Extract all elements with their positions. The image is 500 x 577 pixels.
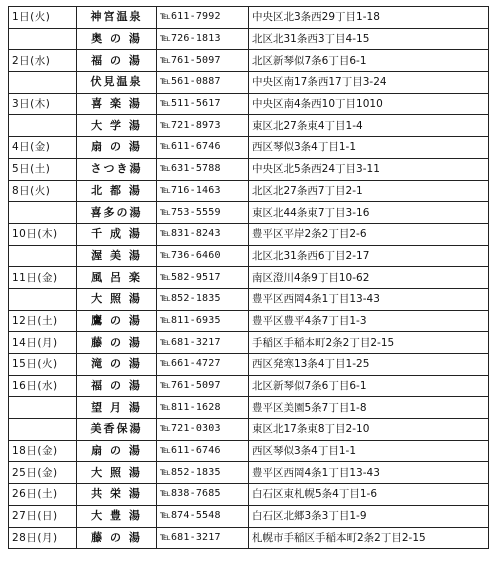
phone-cell: ℡736-6460	[157, 245, 249, 267]
date-cell	[9, 397, 77, 419]
date-cell: 1日(火)	[9, 7, 77, 29]
address-cell: 豊平区平岸2条2丁目2-6	[249, 223, 489, 245]
date-cell: 2日(水)	[9, 50, 77, 72]
table-row	[9, 440, 489, 462]
phone-cell: ℡852-1835	[157, 462, 249, 484]
bathhouse-name-cell: 大 豊 湯	[77, 505, 157, 527]
address-cell: 豊平区西岡4条1丁目13-43	[249, 462, 489, 484]
table-row	[9, 288, 489, 310]
table-row	[9, 332, 489, 354]
bathhouse-name-cell: さつき湯	[77, 158, 157, 180]
phone-cell: ℡721-8973	[157, 115, 249, 137]
bathhouse-name-cell: 藤 の 湯	[77, 527, 157, 549]
address-cell: 東区北44条東7丁目3-16	[249, 202, 489, 224]
address-cell: 豊平区西岡4条1丁目13-43	[249, 288, 489, 310]
bathhouse-name-cell: 大 学 湯	[77, 115, 157, 137]
date-cell: 4日(金)	[9, 137, 77, 159]
bathhouse-name-cell: 鷹 の 湯	[77, 310, 157, 332]
phone-cell: ℡811-6935	[157, 310, 249, 332]
address-cell: 北区新琴似7条6丁目6-1	[249, 50, 489, 72]
date-cell: 16日(水)	[9, 375, 77, 397]
phone-cell: ℡721-0303	[157, 419, 249, 441]
bathhouse-schedule	[8, 6, 488, 549]
table-row	[9, 202, 489, 224]
table-row	[9, 462, 489, 484]
address-cell: 東区北17条東8丁目2-10	[249, 419, 489, 441]
address-cell: 西区琴似3条4丁目1-1	[249, 440, 489, 462]
bathhouse-name-cell: 千 成 湯	[77, 223, 157, 245]
table-row	[9, 484, 489, 506]
address-cell: 豊平区豊平4条7丁目1-3	[249, 310, 489, 332]
address-cell: 手稲区手稲本町2条2丁目2-15	[249, 332, 489, 354]
address-cell: 中央区南4条西10丁目1010	[249, 93, 489, 115]
address-cell: 西区琴似3条4丁目1-1	[249, 137, 489, 159]
phone-cell: ℡761-5097	[157, 50, 249, 72]
table-row	[9, 397, 489, 419]
date-cell: 18日(金)	[9, 440, 77, 462]
date-cell: 10日(木)	[9, 223, 77, 245]
address-cell: 札幌市手稲区手稲本町2条2丁目2-15	[249, 527, 489, 549]
phone-cell: ℡661-4727	[157, 354, 249, 376]
bathhouse-name-cell: 滝 の 湯	[77, 354, 157, 376]
phone-cell: ℡611-7992	[157, 7, 249, 29]
bathhouse-name-cell: 喜 楽 湯	[77, 93, 157, 115]
bathhouse-name-cell: 大 照 湯	[77, 462, 157, 484]
date-cell: 28日(月)	[9, 527, 77, 549]
date-cell	[9, 288, 77, 310]
date-cell: 25日(金)	[9, 462, 77, 484]
table-row	[9, 527, 489, 549]
date-cell: 11日(金)	[9, 267, 77, 289]
table-row	[9, 245, 489, 267]
address-cell: 北区北27条西7丁目2-1	[249, 180, 489, 202]
bathhouse-name-cell: 喜多の湯	[77, 202, 157, 224]
date-cell	[9, 115, 77, 137]
address-cell: 豊平区美園5条7丁目1-8	[249, 397, 489, 419]
address-cell: 中央区南17条西17丁目3-24	[249, 72, 489, 94]
address-cell: 南区澄川4条9丁目10-62	[249, 267, 489, 289]
bathhouse-name-cell: 藤 の 湯	[77, 332, 157, 354]
table-row	[9, 115, 489, 137]
table-row	[9, 7, 489, 29]
table-row	[9, 50, 489, 72]
address-cell: 中央区北5条西24丁目3-11	[249, 158, 489, 180]
address-cell: 東区北27条東4丁目1-4	[249, 115, 489, 137]
phone-cell: ℡838-7685	[157, 484, 249, 506]
bathhouse-name-cell: 扇 の 湯	[77, 137, 157, 159]
date-cell: 26日(土)	[9, 484, 77, 506]
table-row	[9, 267, 489, 289]
address-cell: 西区発寒13条4丁目1-25	[249, 354, 489, 376]
date-cell	[9, 28, 77, 50]
date-cell	[9, 245, 77, 267]
bathhouse-name-cell: 神宮温泉	[77, 7, 157, 29]
bathhouse-name-cell: 北 都 湯	[77, 180, 157, 202]
bathhouse-name-cell: 風 呂 楽	[77, 267, 157, 289]
table-row	[9, 137, 489, 159]
phone-cell: ℡716-1463	[157, 180, 249, 202]
phone-cell: ℡761-5097	[157, 375, 249, 397]
address-cell: 北区北31条西3丁目4-15	[249, 28, 489, 50]
phone-cell: ℡753-5559	[157, 202, 249, 224]
phone-cell: ℡811-1628	[157, 397, 249, 419]
address-cell: 白石区東札幌5条4丁目1-6	[249, 484, 489, 506]
phone-cell: ℡681-3217	[157, 332, 249, 354]
bathhouse-name-cell: 扇 の 湯	[77, 440, 157, 462]
date-cell	[9, 72, 77, 94]
bathhouse-name-cell: 望 月 湯	[77, 397, 157, 419]
table-row	[9, 375, 489, 397]
date-cell: 5日(土)	[9, 158, 77, 180]
bathhouse-name-cell: 伏見温泉	[77, 72, 157, 94]
date-cell: 27日(日)	[9, 505, 77, 527]
phone-cell: ℡681-3217	[157, 527, 249, 549]
phone-cell: ℡611-6746	[157, 137, 249, 159]
bathhouse-name-cell: 福 の 湯	[77, 50, 157, 72]
address-cell: 北区北31条西6丁目2-17	[249, 245, 489, 267]
table-row	[9, 180, 489, 202]
address-cell: 中央区北3条西29丁目1-18	[249, 7, 489, 29]
table-row	[9, 310, 489, 332]
date-cell: 3日(木)	[9, 93, 77, 115]
date-cell	[9, 419, 77, 441]
date-cell: 8日(火)	[9, 180, 77, 202]
phone-cell: ℡831-8243	[157, 223, 249, 245]
phone-cell: ℡852-1835	[157, 288, 249, 310]
phone-cell: ℡511-5617	[157, 93, 249, 115]
date-cell: 14日(月)	[9, 332, 77, 354]
date-cell: 12日(土)	[9, 310, 77, 332]
phone-cell: ℡561-0887	[157, 72, 249, 94]
table-row	[9, 93, 489, 115]
schedule-rows	[9, 7, 489, 549]
bathhouse-name-cell: 共 栄 湯	[77, 484, 157, 506]
phone-cell: ℡631-5788	[157, 158, 249, 180]
table-row	[9, 28, 489, 50]
date-cell	[9, 202, 77, 224]
bathhouse-name-cell: 美香保湯	[77, 419, 157, 441]
bathhouse-name-cell: 奥 の 湯	[77, 28, 157, 50]
phone-cell: ℡726-1813	[157, 28, 249, 50]
address-cell: 北区新琴似7条6丁目6-1	[249, 375, 489, 397]
phone-cell: ℡582-9517	[157, 267, 249, 289]
table-row	[9, 72, 489, 94]
phone-cell: ℡611-6746	[157, 440, 249, 462]
table-row	[9, 158, 489, 180]
table-row	[9, 354, 489, 376]
date-cell: 15日(火)	[9, 354, 77, 376]
schedule-table	[8, 6, 489, 549]
table-row	[9, 505, 489, 527]
table-row	[9, 223, 489, 245]
bathhouse-name-cell: 大 照 湯	[77, 288, 157, 310]
address-cell: 白石区北郷3条3丁目1-9	[249, 505, 489, 527]
bathhouse-name-cell: 渥 美 湯	[77, 245, 157, 267]
bathhouse-name-cell: 福 の 湯	[77, 375, 157, 397]
table-row	[9, 419, 489, 441]
phone-cell: ℡874-5548	[157, 505, 249, 527]
